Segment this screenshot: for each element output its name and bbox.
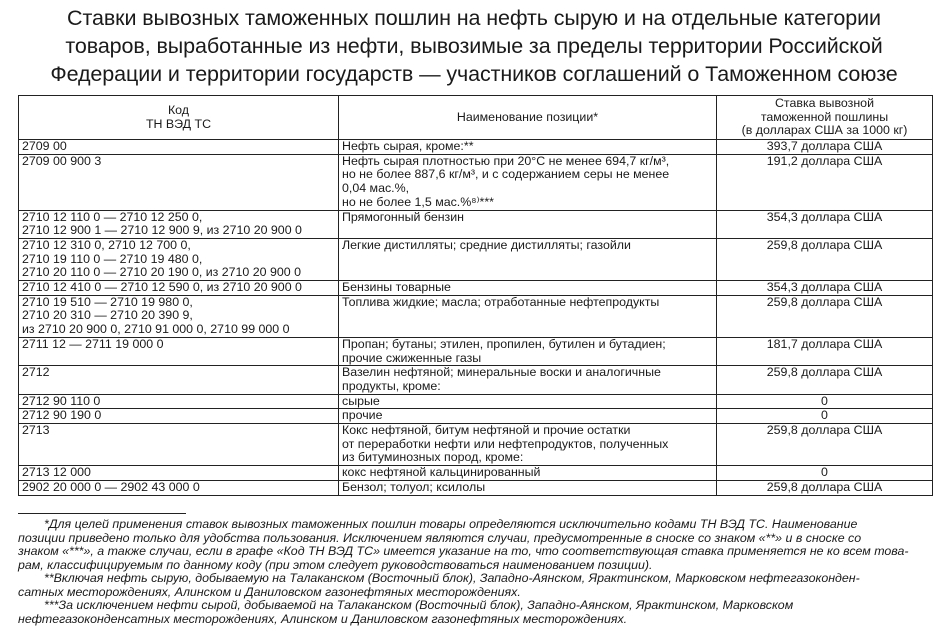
cell-name: [339, 140, 717, 155]
code-line: 2713 12 000: [22, 465, 91, 480]
name-line: сырые: [342, 394, 380, 408]
cell-rate: [717, 466, 933, 481]
footnotes: [18, 518, 932, 626]
cell-code: [19, 210, 339, 238]
name-line: Бензины товарные: [342, 280, 451, 295]
footnote-line: рам, классифицируемым по данному коду (при этом следует руководствоваться наименованием позиции).: [18, 557, 653, 572]
cell-code: [19, 366, 339, 394]
cell-name: [339, 424, 717, 466]
title-line: Федерации и территории государств — участников соглашений о Таможенном союзе: [50, 62, 898, 86]
cell-code: [19, 394, 339, 409]
name-line: от переработки нефти или нефтепродуктов, полученных: [342, 436, 669, 451]
code-line: из 2710 20 900 0, 2710 91 000 0, 2710 99 000 0: [22, 322, 290, 337]
code-line: 2710 12 110 0 — 2710 12 250 0,: [22, 210, 203, 224]
footnote-line: знаком «***», а также случаи, если в графе «Код ТН ВЭД ТС» имеется указание на то, что соответствующая ставка применяется не ко всем това-: [18, 544, 909, 558]
title-line: товаров, выработанные из нефти, вывозимые за пределы территории Российской: [65, 34, 883, 58]
footnote-line: **Включая нефть сырую, добываемую на Талаканском (Восточный блок), Западно-Аянском, Ярактинском, Марковском нефтегазоконден-: [44, 571, 860, 585]
document-title: [0, 4, 948, 88]
cell-rate: [717, 366, 933, 394]
table-row: [19, 480, 933, 495]
name-line: прочие сжиженные газы: [342, 350, 482, 365]
header-code: [19, 96, 339, 140]
name-line: Вазелин нефтяной; минеральные воски и аналогичные: [342, 365, 661, 380]
cell-name: [339, 409, 717, 424]
code-line: 2902 20 000 0 — 2902 43 000 0: [22, 480, 200, 494]
name-line: Пропан; бутаны; этилен, пропилен, бутилен и бутадиен;: [342, 337, 666, 351]
table-row: [19, 154, 933, 210]
rate-value: 259,8 доллара США: [766, 295, 883, 309]
cell-code: [19, 409, 339, 424]
cell-name: [339, 366, 717, 394]
table-row: [19, 238, 933, 280]
name-line: кокс нефтяной кальцинированный: [342, 465, 541, 480]
cell-code: [19, 238, 339, 280]
header-name-label: Наименование позиции*: [456, 109, 599, 124]
code-line: 2710 12 900 1 — 2710 12 900 9, из 2710 20 900 0: [22, 223, 302, 238]
table-row: [19, 140, 933, 155]
footnote-line: сатных месторождениях, Алинском и Даниловском газонефтяных месторождениях.: [18, 584, 521, 599]
name-line: прочие: [342, 408, 383, 423]
cell-name: [339, 238, 717, 280]
code-line: 2710 20 110 0 — 2710 20 190 0, из 2710 20 900 0: [22, 265, 302, 280]
cell-rate: [717, 154, 933, 210]
footnote-line: нефтегазоконденсатных месторождениях, Алинском и Даниловском газонефтяных месторождениях.: [18, 611, 628, 626]
code-line: 2710 19 510 — 2710 19 980 0,: [22, 295, 193, 309]
cell-rate: [717, 424, 933, 466]
code-line: 2710 12 410 0 — 2710 12 590 0, из 2710 20 900 0: [22, 280, 302, 295]
footnote-divider: [18, 513, 186, 514]
cell-code: [19, 154, 339, 210]
table-row: [19, 337, 933, 365]
rate-value: 259,8 доллара США: [766, 238, 883, 252]
table-row: [19, 295, 933, 337]
rate-value: 0: [821, 465, 828, 480]
title-line: Ставки вывозных таможенных пошлин на нефть сырую и на отдельные категории: [67, 6, 881, 30]
name-line: Нефть сырая, кроме:**: [342, 139, 474, 153]
rate-value: 0: [821, 394, 828, 408]
footnote: [18, 599, 932, 626]
header-code-line: ТН ВЭД ТС: [145, 116, 212, 131]
name-line: но не более 887,6 кг/м³, и с содержанием серы не менее: [342, 167, 670, 182]
cell-rate: [717, 281, 933, 296]
table-row: [19, 424, 933, 466]
name-line: Бензол; толуол; ксилолы: [342, 480, 486, 494]
cell-code: [19, 281, 339, 296]
table-row: [19, 210, 933, 238]
rate-value: 181,7 доллара США: [766, 337, 883, 351]
header-rate-line: Ставка вывозной: [774, 95, 874, 110]
name-line: Кокс нефтяной, битум нефтяной и прочие остатки: [342, 423, 631, 438]
cell-rate: [717, 238, 933, 280]
footnote-line: ***За исключением нефти сырой, добываемой на Талаканском (Восточный блок), Западно-Аянском, Ярактинском, Марковском: [44, 598, 794, 612]
header-rate: [717, 96, 933, 140]
rate-value: 0: [821, 408, 828, 423]
rate-value: 354,3 доллара США: [766, 280, 883, 295]
cell-rate: [717, 210, 933, 238]
cell-name: [339, 394, 717, 409]
cell-code: [19, 466, 339, 481]
table-row: [19, 466, 933, 481]
footnote: [18, 572, 932, 599]
cell-name: [339, 337, 717, 365]
cell-rate: [717, 295, 933, 337]
code-line: 2712 90 110 0: [22, 394, 101, 408]
cell-rate: [717, 394, 933, 409]
rate-value: 259,8 доллара США: [766, 480, 883, 494]
rate-value: 354,3 доллара США: [766, 210, 883, 224]
cell-code: [19, 424, 339, 466]
cell-name: [339, 281, 717, 296]
name-line: из битуминозных пород, кроме:: [342, 450, 524, 465]
header-code-line: Код: [167, 102, 190, 117]
table-body: [19, 140, 933, 496]
rate-value: 393,7 доллара США: [766, 139, 883, 153]
table-row: [19, 366, 933, 394]
code-line: 2710 20 310 — 2710 20 390 9,: [22, 308, 193, 323]
code-line: 2713: [22, 423, 50, 438]
footnote: [18, 518, 932, 572]
cell-name: [339, 154, 717, 210]
code-line: 2710 19 110 0 — 2710 19 480 0,: [22, 251, 203, 266]
cell-rate: [717, 337, 933, 365]
header-name: [339, 96, 717, 140]
cell-rate: [717, 140, 933, 155]
cell-code: [19, 140, 339, 155]
table-header-row: [19, 96, 933, 140]
cell-name: [339, 295, 717, 337]
table-row: [19, 409, 933, 424]
cell-rate: [717, 480, 933, 495]
cell-code: [19, 337, 339, 365]
rate-value: 259,8 доллара США: [766, 423, 883, 438]
footnote-line: позиции приведено только для удобства пользования. Исключением являются случаи, предусмотренные в сноске со знаком «**» и в сноске со: [18, 530, 862, 545]
name-line: продукты, кроме:: [342, 378, 441, 393]
name-line: 0,04 мас.%,: [342, 181, 410, 196]
header-rate-line: (в долларах США за 1000 кг): [741, 123, 908, 138]
cell-rate: [717, 409, 933, 424]
code-line: 2710 12 310 0, 2710 12 700 0,: [22, 238, 191, 252]
code-line: 2709 00 900 3: [22, 154, 102, 168]
code-line: 2712 90 190 0: [22, 408, 102, 423]
name-line: но не более 1,5 мас.%⁸⁾***: [342, 194, 494, 209]
code-line: 2712: [22, 365, 50, 380]
name-line: Прямогонный бензин: [342, 210, 465, 224]
cell-code: [19, 480, 339, 495]
code-line: 2709 00: [22, 139, 67, 153]
name-line: Нефть сырая плотностью при 20°С не менее 694,7 кг/м³,: [342, 154, 670, 168]
name-line: Топлива жидкие; масла; отработанные нефтепродукты: [342, 295, 660, 309]
cell-code: [19, 295, 339, 337]
footnote-line: *Для целей применения ставок вывозных таможенных пошлин товары определяются исключительно кодами ТН ВЭД ТС. Наименование: [44, 517, 858, 531]
duty-rates-table: [18, 95, 933, 496]
rate-value: 259,8 доллара США: [766, 365, 883, 380]
cell-name: [339, 466, 717, 481]
table-row: [19, 394, 933, 409]
code-line: 2711 12 — 2711 19 000 0: [22, 337, 164, 351]
name-line: Легкие дистилляты; средние дистилляты; газойли: [342, 238, 631, 252]
rate-value: 191,2 доллара США: [766, 154, 883, 168]
cell-name: [339, 480, 717, 495]
table-row: [19, 281, 933, 296]
header-rate-line: таможенной пошлины: [760, 109, 889, 124]
cell-name: [339, 210, 717, 238]
